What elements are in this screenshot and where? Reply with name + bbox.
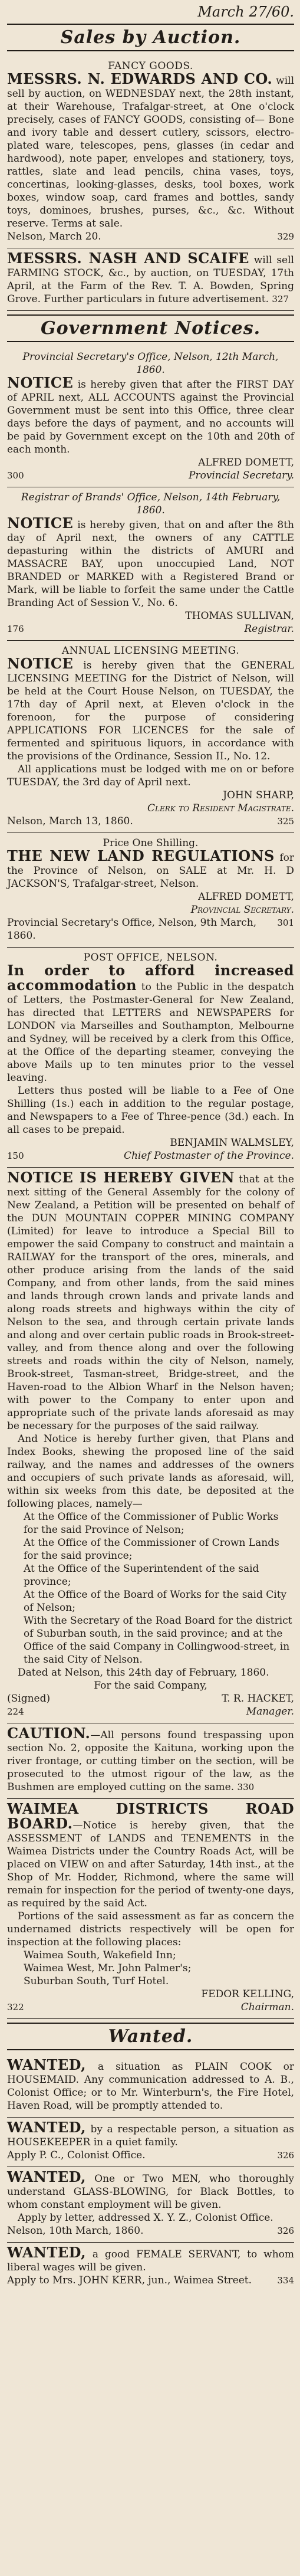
notice-lead: In order to afford increased accommodation — [7, 962, 294, 994]
notice-signature: THOMAS SULLIVAN, — [185, 610, 294, 622]
notice-body: a good FEMALE SERVANT, to whom liberal wages will be given. — [7, 2249, 294, 2273]
notice-body: is hereby given that after the FIRST DAY of APRIL next, ALL ACCOUNTS against the Provincial Government must be sent into this Office, three clear days before the days of payment, and no accounts will be paid by Government except on the 10th and 20th of each month. — [7, 379, 294, 455]
notice-ref: 301 — [277, 917, 294, 928]
handwritten-date: March 27/60. — [197, 4, 294, 20]
notice-caution — [7, 1723, 294, 1799]
notice-title: FANCY GOODS. — [108, 60, 193, 72]
notice-signature-title: Clerk to Resident Magistrate. — [147, 802, 294, 814]
notice-fancy-goods — [7, 56, 294, 248]
notice-apply: Apply to Mrs. JOHN KERR, jun., Waimea Street. — [7, 2275, 252, 2286]
notice-body: is hereby given, that on and after the 8th day of April next, the owners of any CATTLE depasturing within the districts of AMURI and MASSACRE BAY, upon unoccupied Land, NOT BRANDED or MARKED with a Registered Brand or Mark, will be liable to forfeit the same under the Cattle Branding Act of Session V., No. 6. — [7, 519, 294, 609]
notice-place: Nelson, March 20. — [7, 231, 101, 242]
notice-apply: Apply P. C., Colonist Office. — [7, 2149, 146, 2161]
notice-body-2: Apply by letter, addressed X. Y. Z., Colonist Office. — [18, 2212, 273, 2224]
notice-signature: ALFRED DOMETT, — [198, 891, 294, 903]
notice-ref: 224 — [7, 1706, 24, 1717]
notice-lead: WANTED, — [7, 2119, 86, 2136]
notice-body: a situation as PLAIN COOK or HOUSEMAID. Any communication addressed to A. B., Colonist Office; or to Mr. Winterburn's, the Fire Hotel, Haven Road, will be promptly attended to. — [7, 2061, 294, 2112]
notice-ref: 330 — [237, 1782, 255, 1792]
notice-body: will sell FARMING STOCK, &c., by auction, on TUESDAY, 17th April, at the Farm of the Rev. T. A. Bowden, Spring Grove. Further particulars in future advertisement. — [7, 254, 294, 305]
notice-lead: NOTICE IS HEREBY GIVEN — [7, 1169, 235, 1186]
notice-for-company: For the said Company, — [94, 1680, 207, 1692]
notice-body: that at the next sitting of the General Assembly for the colony of New Zealand, a Petition will be presented on behalf of the DUN MOUNTAIN COPPER MINING COMPANY (Limited) for leave to introduce a Special Bill to empower the said Company to construct and maintain a RAILWAY for the transport of the ores, minerals, and other produce arising from the lands of the said Company, and from other lands, from the said mines and lands through crown lands and private lands and along roads streets and highways within the city of Nelson to the sea, and through certain private lands and along and over certain public roads in Brook-street-valley, and from thence along and over the following streets and roads within the city of Nelson, namely, Brook-street, Tasman-street, Bridge-street, and the Haven-road to the Albion Wharf in the Nelson haven; with power to the Company to enter upon and appropriate such of the private lands aforesaid as may be necessary for the purposes of the said railway. — [7, 1174, 294, 1432]
notice-place: Nelson, March 13, 1860. — [7, 815, 133, 827]
notice-body: to the Public in the despatch of Letters, the Postmaster-General for New Zealand, has directed that LETTERS and NEWSPAPERS for LONDON via Marseilles and Southampton, Melbourne and Sydney, will be received by a clerk from this Office, at the Office of the departing steamer, conveying the above Mails up to ten minutes prior to the vessel leaving. — [7, 981, 295, 1084]
notice-body: for the Province of Nelson, on SALE at Mr. H. D JACKSON'S, Trafalgar-street, Nelson. — [7, 852, 294, 890]
notice-lead: NOTICE — [7, 655, 74, 672]
notice-lead: MESSRS. N. EDWARDS AND CO. — [7, 70, 273, 87]
notice-price: Price One Shilling. — [103, 837, 199, 849]
notice-post-office — [7, 948, 294, 1168]
notice-lead: WANTED, — [7, 2056, 86, 2073]
notice-body-2: And Notice is hereby further given, that Plans and Index Books, shewing the proposed line of the said railway, and the names and addresses of the owners and occupiers of such private lands as aforesaid, will, within six weeks from this date, be deposited at the following places, namely— — [7, 1433, 294, 1510]
notice-lead: MESSRS. NASH AND SCAIFE — [7, 250, 249, 267]
inspection-place: Waimea West, Mr. John Palmer's; — [24, 1962, 192, 1974]
notice-ref: 329 — [277, 231, 294, 242]
notice-ref: 334 — [277, 2275, 294, 2286]
wanted-female-servant — [7, 2243, 294, 2292]
notice-lead: NOTICE — [7, 374, 74, 391]
notice-signature-title: Chairman. — [240, 2001, 294, 2013]
notice-lead: THE NEW LAND REGULATIONS — [7, 847, 275, 864]
notice-lead: CAUTION. — [7, 1725, 91, 1742]
notice-body: One or Two MEN, who thoroughly understand GLASS-BLOWING, for Black Bottles, to whom constant employment will be given. — [7, 2173, 294, 2211]
notice-lead: WANTED, — [7, 2244, 86, 2261]
notice-body: is hereby given that the GENERAL LICENSING MEETING for the District of Nelson, will be held at the Court House Nelson, on TUESDAY, the 17th day of April next, at Eleven o'clock in the forenoon, for the purpose of considering APPLICATIONS FOR LICENCES for the sale of fermented and spirituous liquors, in accordance with the provisions of the Ordinance, Session II., No. 12. — [7, 660, 294, 762]
notice-signature-title: Provincial Secretary. — [189, 470, 294, 481]
notice-lead: WANTED, — [7, 2168, 86, 2185]
notice-dun-mountain-railway — [7, 1168, 294, 1723]
notice-ref: 300 — [7, 470, 24, 481]
notice-signature: FEDOR KELLING, — [201, 1988, 294, 2000]
notice-signature: ALFRED DOMETT, — [198, 457, 294, 468]
wanted-housekeeper — [7, 2118, 294, 2167]
notice-body: —All persons found trespassing upon section No. 2, opposite the Kaituna, working upon the river frontage, or cutting timber on the section, will be prosecuted to the utmost rigour of the law, as the Bushmen are employed cutting on the same. — [7, 1729, 294, 1793]
inspection-place: Suburban South, Turf Hotel. — [24, 1975, 169, 1987]
section-heading-wanted: Wanted. — [7, 2023, 294, 2050]
notice-ref: 327 — [272, 294, 289, 304]
notice-header: Registrar of Brands' Office, Nelson, 14th February, 1860. — [21, 491, 281, 516]
notice-body-2: All applications must be lodged with me on or before TUESDAY, the 3rd day of April next. — [7, 763, 294, 788]
notice-header: Provincial Secretary's Office, Nelson, 12th March, 1860. — [22, 351, 279, 376]
inspection-place: Waimea South, Wakefield Inn; — [24, 1949, 176, 1961]
notice-body: —Notice is hereby given, that the ASSESSMENT of LANDS and TENEMENTS in the Waimea Districts under the Country Roads Act, will be placed on VIEW on and after Saturday, 14th inst., at the Shop of Mr. Hodder, Richmond, where the same will remain for inspection for the period of twenty-one days, as required by the said Act. — [7, 1820, 294, 1909]
section-heading-government: Government Notices. — [7, 314, 294, 342]
notice-ref: 326 — [277, 2150, 294, 2161]
deposit-place: At the Office of the Superintendent of the said province; — [24, 1563, 259, 1588]
wanted-glass-blowers — [7, 2167, 294, 2243]
notice-dated: Dated at Nelson, this 24th day of February, 1860. — [18, 1667, 269, 1679]
notice-signature-title: Manager. — [246, 1706, 294, 1718]
notice-place: Provincial Secretary's Office, Nelson, 9th March, 1860. — [7, 917, 257, 942]
notice-land-regulations — [7, 833, 294, 948]
notice-signature: T. R. HACKET, — [222, 1693, 294, 1705]
notice-body: will sell by auction, on WEDNESDAY next, the 28th instant, at their Warehouse, Trafalgar-street, at One o'clock precisely, cases of FANCY GOODS, consisting of— Bone and ivory table and dessert cutlery, scissors, electro-plated ware, telescopes, pens, glasses (in cedar and hardwood), note paper, envelopes and stationery, toys, rattles, slate and lead pencils, china vases, toys, concertinas, looking-glasses, desks, tool boxes, work boxes, window soap, card frames and bottles, sandy toys, dominoes, brushes, purses, &c., &c. Without reserve. Terms at sale. — [7, 75, 295, 230]
section-heading-sales: Sales by Auction. — [7, 24, 294, 51]
notice-signature: JOHN SHARP, — [223, 789, 294, 801]
notice-signed: (Signed) — [7, 1693, 51, 1705]
notice-signature-title: Registrar. — [244, 623, 294, 635]
notice-ref: 176 — [7, 624, 24, 634]
notice-signature: BENJAMIN WALMSLEY, — [170, 1137, 294, 1149]
deposit-place: At the Office of the Commissioner of Public Works for the said Province of Nelson; — [24, 1511, 279, 1536]
notice-title: ANNUAL LICENSING MEETING. — [61, 645, 240, 657]
deposit-place: At the Office of the Commissioner of Crown Lands for the said province; — [24, 1537, 279, 1562]
notice-cattle-brands — [7, 487, 294, 641]
notice-title: POST OFFICE, NELSON. — [83, 952, 218, 963]
notice-lead: WAIMEA DISTRICTS ROAD BOARD. — [7, 1800, 294, 1832]
deposit-place: At the Office of the Board of Works for the said City of Nelson; — [24, 1589, 287, 1614]
notice-ref: 325 — [277, 816, 294, 827]
notice-body-2: Portions of the said assessment as far as concern the undernamed districts respectively will be open for inspection at the following places: — [7, 1910, 294, 1948]
notice-waimea-road-board — [7, 1799, 294, 2019]
notice-place: Nelson, 10th March, 1860. — [7, 2225, 144, 2237]
wanted-plain-cook — [7, 2055, 294, 2118]
notice-accounts — [7, 347, 294, 487]
notice-lead: NOTICE — [7, 514, 74, 532]
notice-body: by a respectable person, a situation as HOUSEKEEPER in a quiet family. — [7, 2123, 295, 2148]
notice-farming-stock — [7, 248, 294, 311]
notice-signature-title: Chief Postmaster of the Province. — [123, 1150, 294, 1162]
notice-licensing-meeting — [7, 641, 294, 833]
notice-signature-title: Provincial Secretary. — [190, 904, 294, 916]
notice-ref: 150 — [7, 1151, 24, 1161]
deposit-place: With the Secretary of the Road Board for the district of Suburban south, in the said province; and at the Office of the said Company in Collingwood-street, in the said City of Nelson. — [24, 1615, 292, 1666]
notice-ref: 322 — [7, 2002, 24, 2013]
notice-ref: 326 — [277, 2226, 294, 2236]
notice-body-2: Letters thus posted will be liable to a Fee of One Shilling (1s.) each in addition to the regular postage, and Newspapers to a Fee of Three-pence (3d.) each. In all cases to be prepaid. — [7, 1085, 294, 1136]
